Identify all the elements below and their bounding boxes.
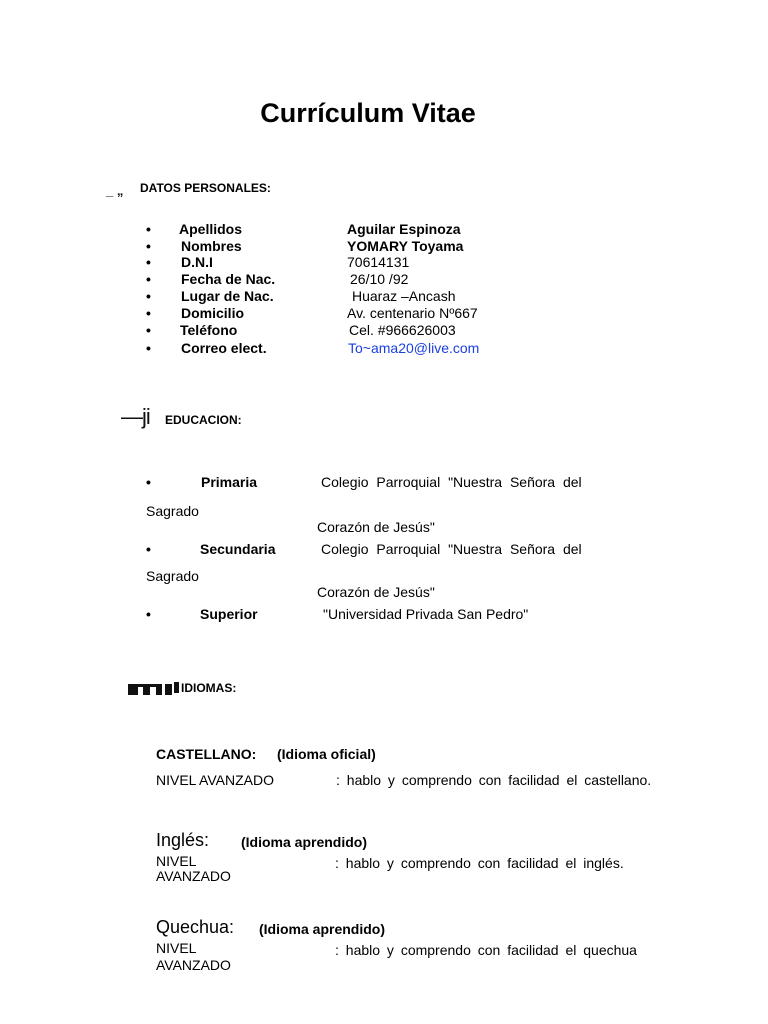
language-desc: : hablo y comprendo con facilidad el castellano. — [336, 772, 652, 788]
education-school-cont: Sagrado — [146, 568, 199, 584]
language-desc: : hablo y comprendo con facilidad el inglés. — [335, 855, 624, 871]
personal-value: YOMARY Toyama — [347, 238, 464, 254]
personal-value: Aguilar Espinoza — [347, 221, 461, 237]
language-type: (Idioma oficial) — [277, 746, 376, 762]
education-school-cont: Corazón de Jesús" — [317, 584, 435, 600]
personal-label: Fecha de Nac. — [181, 271, 276, 287]
education-school: Colegio Parroquial "Nuestra Señora del — [321, 541, 582, 557]
bullet: • — [146, 221, 151, 237]
personal-label: Nombres — [181, 238, 242, 254]
personal-value: Cel. #966626003 — [349, 322, 456, 338]
education-school-cont: Sagrado — [146, 503, 199, 519]
email-link[interactable]: To~ama20@live.com — [348, 340, 480, 356]
education-school-cont: Corazón de Jesús" — [317, 519, 435, 535]
education-heading: EDUCACION: — [165, 413, 242, 427]
education-level: Superior — [200, 606, 258, 622]
language-level: NIVEL AVANZADO — [156, 772, 274, 788]
personal-heading: DATOS PERSONALES: — [140, 181, 271, 195]
language-type: (Idioma aprendido) — [241, 834, 367, 850]
personal-value: Av. centenario Nº667 — [347, 305, 478, 321]
personal-label: Lugar de Nac. — [181, 288, 274, 304]
language-name: Inglés: — [156, 830, 210, 850]
personal-label: Teléfono — [180, 322, 238, 338]
bullet: • — [146, 606, 151, 622]
bullet: • — [146, 541, 151, 557]
education-level: Secundaria — [200, 541, 276, 557]
bullet: • — [146, 288, 151, 304]
education-school: Colegio Parroquial "Nuestra Señora del — [321, 474, 582, 490]
personal-label: Correo elect. — [181, 340, 267, 356]
language-level: AVANZADO — [156, 868, 231, 884]
personal-value: 70614131 — [347, 254, 410, 270]
language-type: (Idioma aprendido) — [259, 921, 385, 937]
bullet: • — [146, 271, 151, 287]
bullet: • — [146, 340, 151, 356]
personal-value: Huaraz –Ancash — [352, 288, 456, 304]
section-marker: —ji — [121, 404, 150, 429]
bullet: • — [146, 254, 151, 270]
language-name: Quechua: — [156, 917, 235, 937]
personal-value: 26/10 /92 — [350, 271, 409, 287]
personal-label: Domicilio — [181, 305, 245, 321]
idiomas-marker-icon — [128, 682, 172, 693]
bullet: • — [146, 322, 151, 338]
languages-heading: IDIOMAS: — [181, 681, 237, 695]
language-desc: : hablo y comprendo con facilidad el quechua — [335, 942, 637, 958]
language-level: NIVEL — [156, 853, 197, 869]
section-marker: _ „ — [106, 183, 124, 198]
bullet: • — [146, 305, 151, 321]
bullet: • — [146, 238, 151, 254]
bullet: • — [146, 474, 151, 490]
education-school: "Universidad Privada San Pedro" — [323, 606, 529, 622]
language-level: NIVEL — [156, 940, 197, 956]
education-level: Primaria — [201, 474, 258, 490]
idiomas-bar — [174, 682, 179, 693]
page-title: Currículum Vitae — [260, 98, 476, 128]
language-level: AVANZADO — [156, 957, 231, 973]
personal-label: Apellidos — [179, 221, 243, 237]
language-name: CASTELLANO: — [156, 746, 257, 762]
personal-label: D.N.I — [181, 254, 213, 270]
